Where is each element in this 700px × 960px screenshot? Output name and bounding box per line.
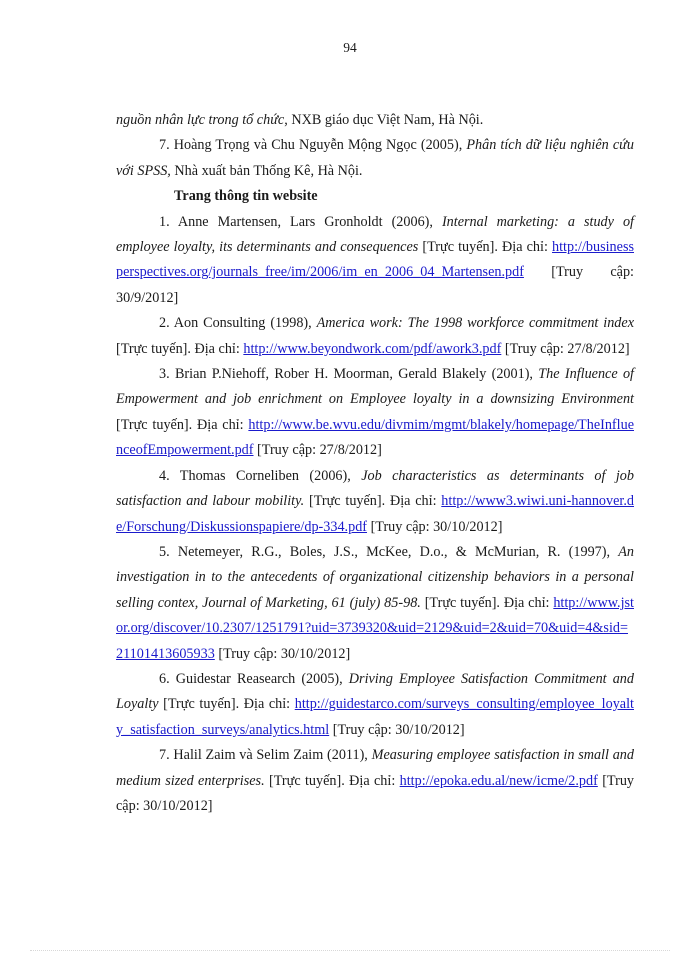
reference-access-date: [Truy cập: 27/8/2012] bbox=[253, 442, 382, 459]
reference-url-link[interactable]: http://www.beyondwork.com/pdf/awork3.pdf bbox=[243, 340, 502, 357]
reference-access-date: [Truy cập: 30/10/2012] bbox=[116, 772, 635, 814]
reference-authors: 4. Thomas Corneliben (2006), bbox=[159, 467, 362, 484]
section-heading: Trang thông tin website bbox=[174, 188, 318, 205]
reference-source-label: [Trực tuyến]. Địa chỉ: bbox=[158, 696, 295, 713]
reference-authors: 7. Halil Zaim và Selim Zaim (2011), bbox=[159, 747, 372, 764]
reference-url-link[interactable]: http://www.be.wvu.edu/divmim/mgmt/blakely/homepage/TheInfluenceofEmpowerment.pdf bbox=[116, 416, 634, 459]
web-reference-1 bbox=[116, 210, 634, 312]
reference-access-date: [Truy cập: 27/8/2012] bbox=[501, 340, 630, 357]
reference-title: Job characteristics as determinants of job satisfaction and labour mobility. bbox=[116, 467, 634, 510]
reference-title: America work: The 1998 workforce commitment index bbox=[316, 315, 634, 332]
reference-book-7 bbox=[116, 133, 634, 184]
reference-access-date: [Truy cập: 30/10/2012] bbox=[214, 645, 351, 662]
reference-url-link[interactable]: http://www3.wiwi.uni-hannover.de/Forschung/Diskussionspapiere/dp-334.pdf bbox=[116, 493, 634, 535]
reference-authors: 6. Guidestar Reasearch (2005), bbox=[159, 670, 349, 687]
reference-authors: 3. Brian P.Niehoff, Rober H. Moorman, Gerald Blakely (2001), bbox=[159, 366, 539, 383]
page-divider bbox=[30, 950, 670, 951]
reference-authors: 1. Anne Martensen, Lars Gronholdt (2006), bbox=[159, 213, 442, 230]
reference-source-label: [Trực tuyến]. Địa chỉ: bbox=[304, 493, 442, 510]
reference-title: The Influence of Empowerment and job enrichment on Employee loyalty in a downsizing Environment bbox=[116, 366, 634, 408]
reference-url-link[interactable]: http://epoka.edu.al/new/icme/2.pdf bbox=[399, 772, 598, 789]
reference-source-label: [Trực tuyến]. Địa chỉ: bbox=[116, 340, 244, 357]
page-number: 94 bbox=[343, 40, 357, 55]
reference-title: Driving Employee Satisfaction Commitment and Loyalty bbox=[116, 670, 634, 713]
reference-authors: 5. Netemeyer, R.G., Boles, J.S., McKee, D.o., & McMurian, R. (1997), bbox=[159, 543, 619, 560]
reference-continuation bbox=[116, 108, 634, 133]
reference-publisher: Nhà xuất bản Thống Kê, Hà Nội. bbox=[170, 162, 363, 179]
reference-url-link[interactable]: http://guidestarco.com/surveys_consulting/employee_loyalty_satisfaction_surveys/analytics.html bbox=[116, 696, 634, 738]
reference-title: An investigation in to the antecedents of organizational citizenship behaviors in a personal selling contex, Journal of Marketing, 61 (july) 85-98. bbox=[116, 543, 634, 611]
reference-title: Internal marketing: a study of employee loyalty, its determinants and consequences bbox=[116, 213, 634, 256]
web-reference-5 bbox=[116, 540, 634, 667]
reference-source-label: [Trực tuyến]. Địa chỉ: bbox=[420, 594, 554, 611]
web-reference-6 bbox=[116, 667, 634, 743]
web-reference-3 bbox=[116, 362, 634, 464]
web-reference-4 bbox=[116, 464, 634, 540]
web-reference-list bbox=[116, 210, 634, 820]
web-reference-7 bbox=[116, 743, 634, 819]
reference-url-link[interactable]: http://www.jstor.org/discover/10.2307/1251791?uid=3739320&uid=2129&uid=2&uid=70&uid=4&sid=21101413605933 bbox=[116, 594, 634, 662]
reference-url-link[interactable]: http://businessperspectives.org/journals_free/im/2006/im_en_2006_04_Martensen.pdf bbox=[116, 239, 634, 281]
reference-source-label: [Trực tuyến]. Địa chỉ: bbox=[116, 416, 249, 433]
reference-access-date: [Truy cập: 30/10/2012] bbox=[329, 721, 465, 738]
reference-source-label: [Trực tuyến]. Địa chỉ: bbox=[264, 772, 400, 789]
reference-publisher: , NXB giáo dục Việt Nam, Hà Nội. bbox=[284, 112, 484, 128]
reference-access-date: [Truy cập: 30/10/2012] bbox=[367, 518, 503, 535]
reference-source-label: [Trực tuyến]. Địa chỉ: bbox=[418, 239, 553, 256]
reference-authors: 7. Hoàng Trọng và Chu Nguyễn Mộng Ngọc (2005), bbox=[159, 137, 467, 154]
reference-title: Phân tích dữ liệu nghiên cứu với SPSS, bbox=[116, 137, 634, 179]
reference-list bbox=[116, 108, 634, 819]
reference-authors: 2. Aon Consulting (1998), bbox=[159, 315, 317, 332]
reference-title: Measuring employee satisfaction in small and medium sized enterprises. bbox=[116, 747, 634, 789]
reference-title: nguồn nhân lực trong tổ chức bbox=[116, 112, 285, 128]
reference-access-date: [Truy cập: 30/9/2012] bbox=[116, 264, 634, 306]
web-reference-2 bbox=[116, 311, 634, 362]
